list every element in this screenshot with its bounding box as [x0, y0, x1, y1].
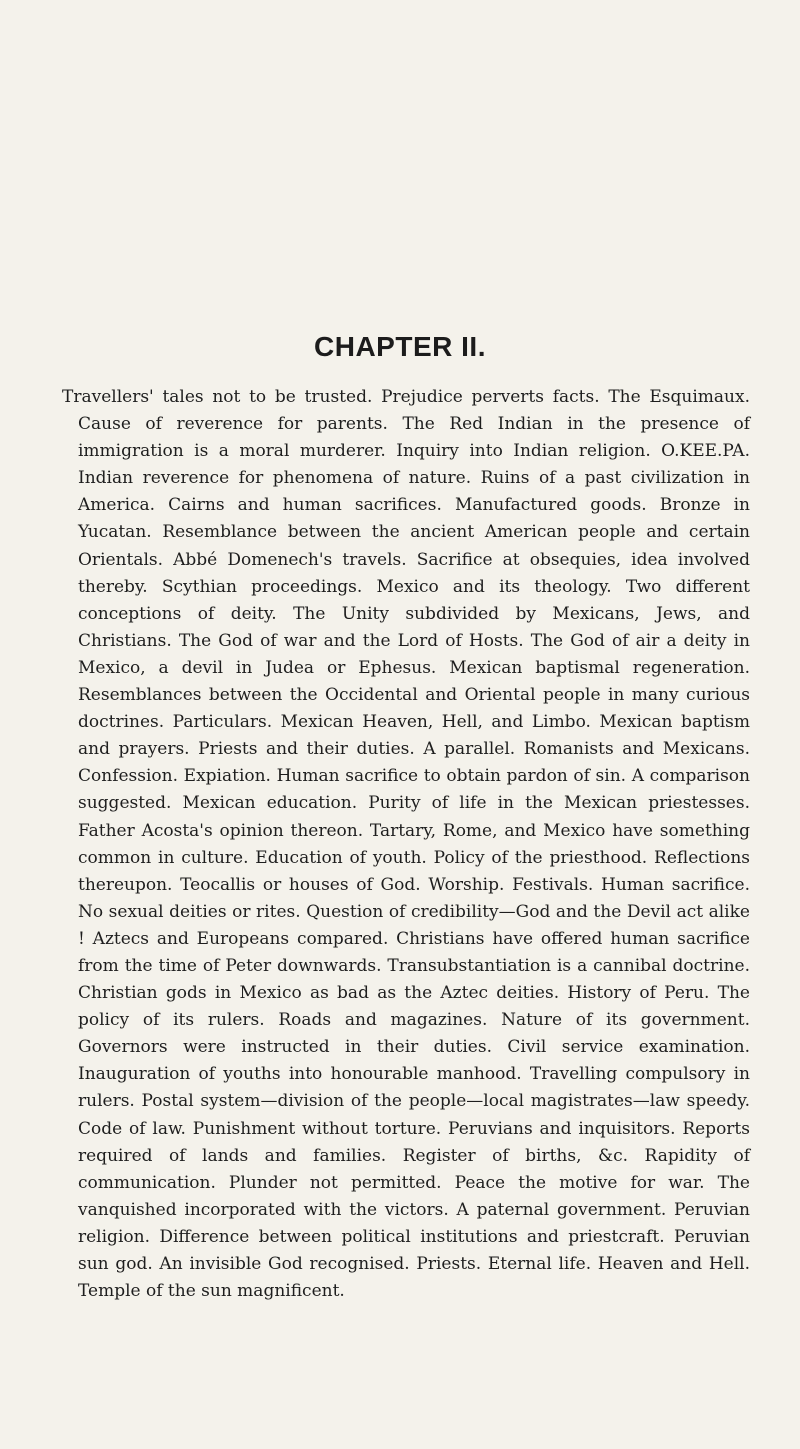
chapter-title: CHAPTER II. [314, 330, 486, 362]
chapter-summary: Travellers' tales not to be trusted. Prejudice perverts facts. The Esquimaux. Cause of reverence for parents. The Red Indian in the presence of immigration is a moral murderer. Inquiry into Indian religion. O.KEE.PA. Indian reverence for phenomena of nature. Ruins of a past civilization in America. Cairns and human sacrifices. Manufactured goods. Bronze in Yucatan. Resemblance between the ancient American people and certain Orientals. Abbé Domenech's travels. Sacrifice at obsequies, idea involved thereby. Scythian proceedings. Mexico and its theology. Two different conceptions of deity. The Unity subdivided by Mexicans, Jews, and Christians. The God of war and the Lord of Hosts. The God of air a deity in Mexico, a devil in Judea or Ephesus. Mexican baptismal regeneration. Resemblances between the Occidental and Oriental people in many curious doctrines. Particulars. Mexican Heaven, Hell, and Limbo. Mexican baptism and prayers. Priests and their duties. A parallel. Romanists and Mexicans. Confession. Expiation. Human sacrifice to obtain pardon of sin. A comparison suggested. Mexican education. Purity of life in the Mexican priestesses. Father Acosta's opinion thereon. Tartary, Rome, and Mexico have something common in culture. Education of youth. Policy of the priesthood. Reflections thereupon. Teocallis or houses of God. Worship. Festivals. Human sacrifice. No sexual deities or rites. Question of credibility—God and the Devil act alike ! Aztecs and Europeans compared. Christians have offered human sacrifice from the time of Peter downwards. Transubstantiation is a cannibal doctrine. Christian gods in Mexico as bad as the Aztec deities. History of Peru. The policy of its rulers. Roads and magazines. Nature of its government. Governors were instructed in their duties. Civil service examination. Inauguration of youths into honourable manhood. Travelling compulsory in rulers. Postal system—division of the people—local magistrates—law speedy. Code of law. Punishment without torture. Peruvians and inquisitors. Reports required of lands and families. Register of births, &c. Rapidity of communication. Plunder not permitted. Peace the motive for war. The vanquished incorporated with the victors. A paternal government. Peruvian religion. Difference between political institutions and priestcraft. Peruvian sun god. An invisible God recognised. Priests. Eternal life. Heaven and Hell. Temple of the sun magnificent. [62, 387, 750, 1302]
